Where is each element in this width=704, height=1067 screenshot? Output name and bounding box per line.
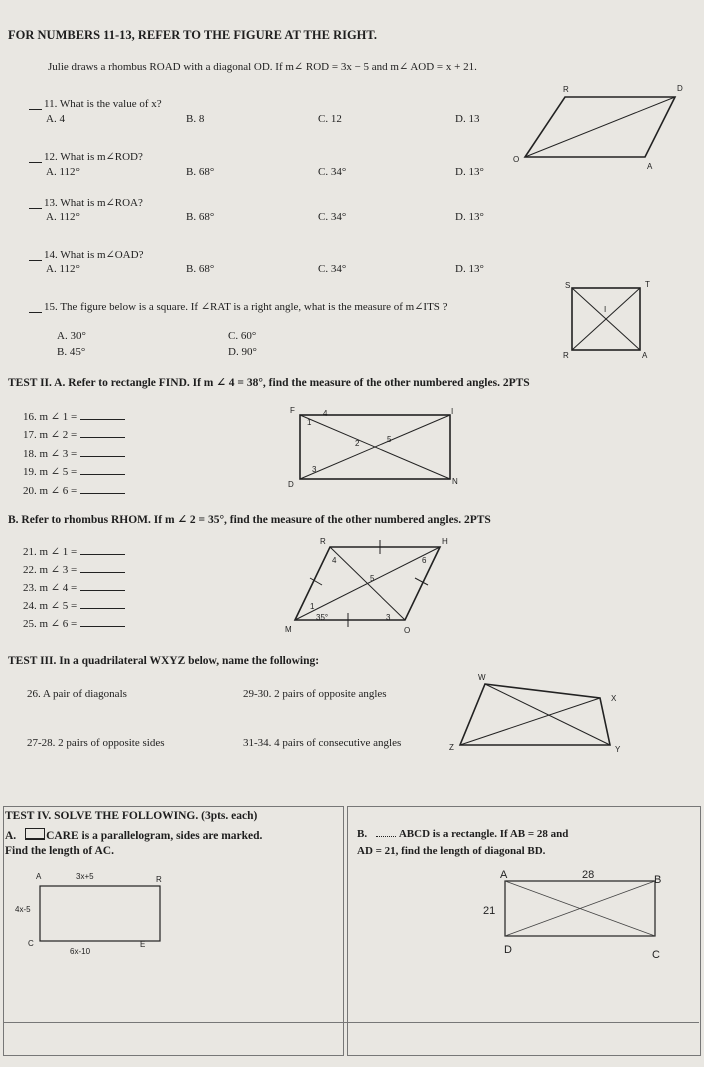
vertex-y: Y — [615, 745, 621, 754]
vertex-z: Z — [449, 743, 454, 752]
item-label: 18. m ∠ 3 = — [23, 448, 78, 460]
vertex-c: C — [652, 949, 660, 961]
angle-3: 3 — [386, 613, 391, 622]
item-label: 20. m ∠ 6 = — [23, 485, 78, 497]
choice-d: D. 13° — [455, 211, 484, 223]
choice-a: A. 112° — [46, 166, 80, 178]
side-ad-label: 21 — [483, 905, 496, 917]
angle-4: 4 — [323, 409, 328, 418]
answer-blank[interactable] — [29, 162, 42, 163]
test3-heading: TEST III. In a quadrilateral WXYZ below, name the following: — [8, 655, 320, 667]
vertex-c: C — [28, 939, 34, 948]
choice-b: B. 68° — [186, 166, 215, 178]
vertex-i: I — [451, 407, 454, 416]
vertex-b: B — [654, 874, 662, 886]
part-b-label: B. — [357, 828, 368, 840]
vertex-a: A — [36, 872, 42, 881]
answer-line[interactable] — [80, 608, 125, 609]
item-label: 23. m ∠ 4 = — [23, 582, 78, 594]
answer-blank[interactable] — [29, 109, 42, 110]
test4-separator — [3, 1022, 699, 1023]
vertex-w: W — [478, 673, 486, 682]
choice-b: B. 45° — [57, 346, 86, 358]
test4-b-line1 — [357, 828, 568, 840]
choice-d: D. 13 — [455, 113, 480, 125]
answer-line[interactable] — [80, 456, 125, 457]
rectangle-abcd-figure — [480, 866, 680, 966]
vertex-d: D — [288, 480, 294, 489]
question-number: 15. — [44, 301, 58, 313]
part-b-text: ABCD is a rectangle. If AB = 28 and — [398, 828, 569, 840]
part-a-label: A. — [5, 830, 17, 842]
angle-6: 6 — [422, 556, 427, 565]
vertex-n: N — [452, 477, 458, 486]
angle-3: 3 — [312, 465, 317, 474]
rhombus-road-figure — [505, 80, 695, 180]
side-left-label: 4x-5 — [15, 905, 31, 914]
question-number: 14. — [44, 249, 58, 261]
quadrilateral-wxyz-figure — [445, 670, 630, 760]
choice-b: B. 8 — [186, 113, 205, 125]
item-26: 26. A pair of diagonals — [27, 688, 127, 700]
rectangle-find-figure — [285, 400, 470, 490]
question-number: 13. — [44, 197, 58, 209]
choice-d: D. 90° — [228, 346, 257, 358]
item-label: 21. m ∠ 1 = — [23, 546, 78, 558]
item-31-34: 31-34. 4 pairs of consecutive angles — [243, 737, 402, 749]
vertex-a: A — [500, 869, 508, 881]
vertex-o: O — [404, 626, 411, 635]
choice-c: C. 60° — [228, 330, 257, 342]
choice-d: D. 13° — [455, 166, 484, 178]
choice-b: B. 68° — [186, 263, 215, 275]
question-number: 12. — [44, 151, 58, 163]
vertex-a: A — [647, 162, 653, 171]
item-27-28: 27-28. 2 pairs of opposite sides — [27, 737, 165, 749]
angle-2: 2 — [355, 439, 360, 448]
choice-a: A. 4 — [46, 113, 65, 125]
choice-a: A. 30° — [57, 330, 86, 342]
question-text: What is m∠ROA? — [60, 197, 143, 209]
answer-blank[interactable] — [29, 208, 42, 209]
side-ab-label: 28 — [582, 869, 595, 881]
problem-intro: Julie draws a rhombus ROAD with a diagonal OD. If m∠ ROD = 3x − 5 and m∠ AOD = x + 21. — [48, 61, 477, 73]
square-figure — [562, 280, 652, 360]
choice-c: C. 12 — [318, 113, 342, 125]
test2a-heading: TEST II. A. Refer to rectangle FIND. If m ∠ 4 = 38°, find the measure of the other numbered angles. 2PTS — [8, 377, 530, 389]
test4-b-line2: AD = 21, find the length of diagonal BD. — [357, 845, 546, 857]
vertex-r: R — [563, 85, 569, 94]
test4-a-line1 — [5, 828, 262, 842]
test2b-heading: B. Refer to rhombus RHOM. If m ∠ 2 = 35°, find the measure of the other numbered angles. 2PTS — [8, 514, 491, 526]
answer-blank[interactable] — [29, 312, 42, 313]
parallelogram-care-figure — [15, 870, 170, 956]
choice-b: B. 68° — [186, 211, 215, 223]
vertex-t: T — [645, 280, 650, 289]
part-a-text: CARE is a parallelogram, sides are marked. — [46, 830, 263, 842]
section-header: FOR NUMBERS 11-13, REFER TO THE FIGURE AT THE RIGHT. — [8, 28, 377, 42]
vertex-i: I — [604, 305, 607, 314]
answer-line[interactable] — [80, 590, 125, 591]
vertex-f: F — [290, 406, 295, 415]
question-text: The figure below is a square. If ∠RAT is a right angle, what is the measure of m∠ITS ? — [60, 301, 448, 313]
answer-blank[interactable] — [29, 260, 42, 261]
angle-5: 5 — [387, 435, 392, 444]
answer-line[interactable] — [80, 474, 125, 475]
vertex-d: D — [504, 944, 512, 956]
question-text: What is m∠OAD? — [60, 249, 144, 261]
vertex-h: H — [442, 537, 448, 546]
side-top-label: 3x+5 — [76, 872, 94, 881]
question-number: 11. — [44, 98, 58, 110]
item-29-30: 29-30. 2 pairs of opposite angles — [243, 688, 387, 700]
angle-5: 5 — [370, 574, 375, 583]
angle-35: 35° — [316, 613, 329, 622]
choice-c: C. 34° — [318, 263, 347, 275]
vertex-m: M — [285, 625, 292, 634]
angle-1: 1 — [307, 418, 312, 427]
item-label: 16. m ∠ 1 = — [23, 411, 78, 423]
test4-heading: TEST IV. SOLVE THE FOLLOWING. (3pts. each) — [5, 810, 258, 822]
vertex-s: S — [565, 281, 571, 290]
angle-4: 4 — [332, 556, 337, 565]
rectangle-symbol-icon — [376, 836, 396, 837]
vertex-a: A — [642, 351, 648, 360]
answer-line[interactable] — [80, 419, 125, 420]
choice-c: C. 34° — [318, 211, 347, 223]
vertex-o: O — [513, 155, 520, 164]
question-text: What is the value of x? — [59, 98, 162, 110]
item-label: 19. m ∠ 5 = — [23, 466, 78, 478]
choice-a: A. 112° — [46, 263, 80, 275]
side-bottom-label: 6x-10 — [70, 947, 91, 956]
vertex-r: R — [320, 537, 326, 546]
answer-line[interactable] — [80, 626, 125, 627]
angle-1: 1 — [310, 602, 315, 611]
choice-d: D. 13° — [455, 263, 484, 275]
parallelogram-symbol-icon — [25, 828, 45, 840]
item-label: 24. m ∠ 5 = — [23, 600, 78, 612]
item-label: 25. m ∠ 6 = — [23, 618, 78, 630]
vertex-x: X — [611, 694, 617, 703]
question-text: What is m∠ROD? — [60, 151, 143, 163]
answer-line[interactable] — [80, 572, 125, 573]
vertex-r: R — [563, 351, 569, 360]
vertex-d: D — [677, 84, 683, 93]
vertex-r: R — [156, 875, 162, 884]
item-label: 17. m ∠ 2 = — [23, 429, 78, 441]
item-label: 22. m ∠ 3 = — [23, 564, 78, 576]
answer-line[interactable] — [80, 437, 125, 438]
answer-line[interactable] — [80, 493, 125, 494]
test4-a-line2: Find the length of AC. — [5, 845, 114, 857]
choice-a: A. 112° — [46, 211, 80, 223]
choice-c: C. 34° — [318, 166, 347, 178]
rhombus-rhom-figure — [280, 535, 455, 640]
answer-line[interactable] — [80, 554, 125, 555]
vertex-e: E — [140, 940, 146, 949]
